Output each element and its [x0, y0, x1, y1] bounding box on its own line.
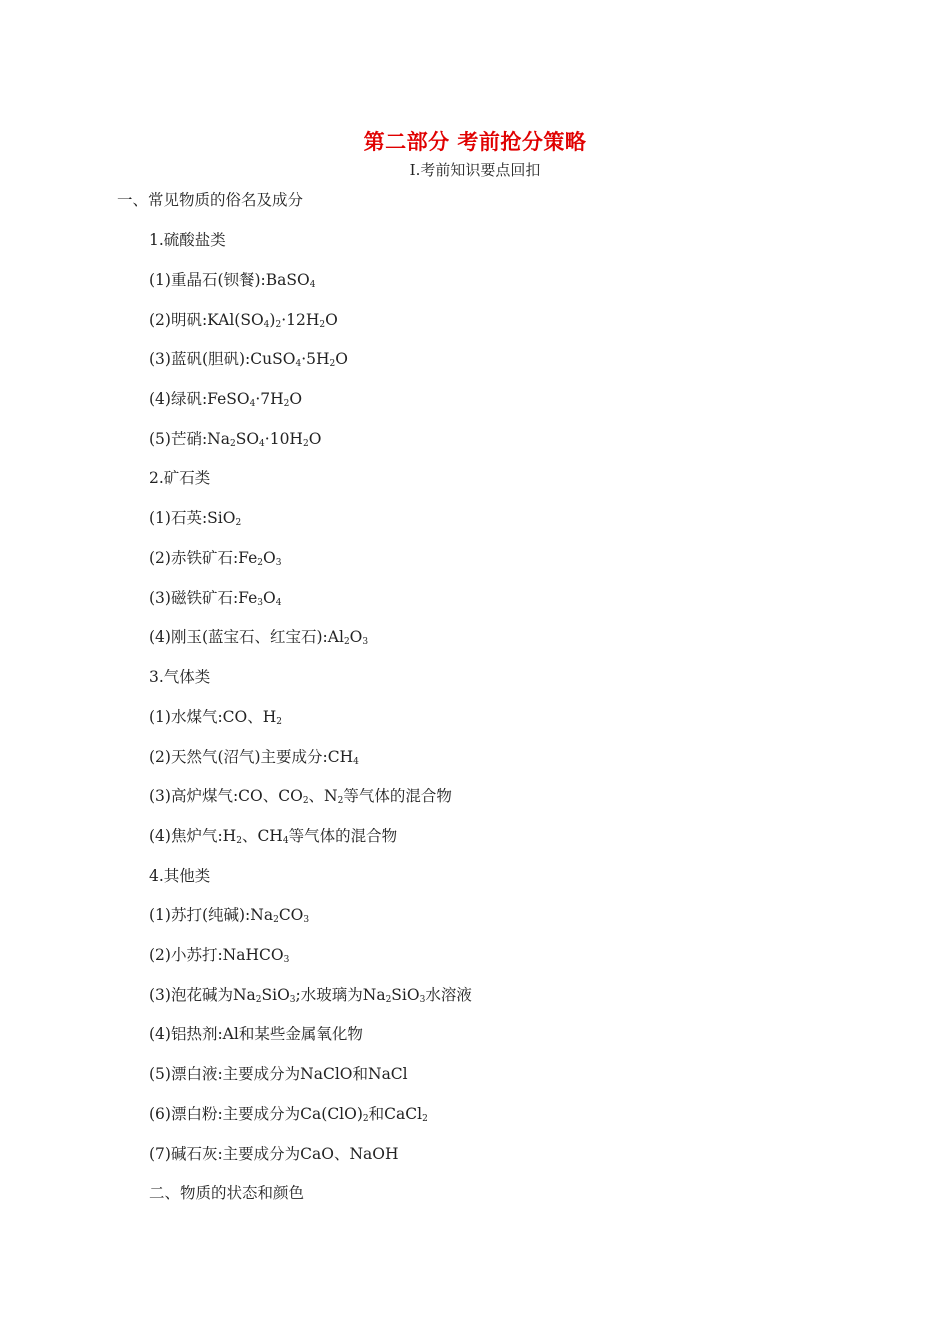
group-heading-ores: 2.矿石类: [149, 469, 211, 487]
list-item: (4)绿矾$:FeSO_4\cdot 7H_2O$: [149, 390, 303, 409]
list-item: (1)水煤气:CO、$H_2$: [149, 708, 282, 727]
list-item: (3)泡花碱为$Na_2SiO_3$;水玻璃为$Na_2SiO_3$水溶液: [149, 986, 472, 1005]
group-heading-sulfates: 1.硫酸盐类: [149, 231, 226, 249]
page-title: 第二部分 考前抢分策略: [363, 129, 587, 154]
list-item: (4)刚玉(蓝宝石、红宝石)$:Al_2O_3$: [149, 628, 369, 647]
list-item: (4)焦炉气$:H_2$、$CH_4$等气体的混合物: [149, 827, 398, 846]
list-item: (5)漂白液:主要成分为NaClO和NaCl: [149, 1065, 408, 1083]
section-heading-2: 二、物质的状态和颜色: [149, 1184, 305, 1202]
section-heading-1: 一、常见物质的俗名及成分: [117, 191, 304, 209]
list-item: (3)磁铁矿石$:Fe_3O_4$: [149, 589, 282, 608]
list-item: (2)天然气(沼气)主要成分$:CH_4$: [149, 748, 359, 767]
list-item: (1)石英:SiO$_2$: [149, 509, 242, 528]
list-item: (6)漂白粉:主要成分为$Ca(ClO)_2$和CaCl$_2$: [149, 1105, 428, 1124]
group-heading-others: 4.其他类: [149, 867, 211, 885]
list-item: (4)铝热剂:Al和某些金属氧化物: [149, 1025, 363, 1043]
list-item: (7)碱石灰:主要成分为CaO、NaOH: [149, 1145, 399, 1163]
list-item: (3)蓝矾(胆矾)$:CuSO_4\cdot 5H_2O$: [149, 350, 348, 369]
list-item: (3)高炉煤气:CO、$CO_2$、$N_2$等气体的混合物: [149, 787, 452, 806]
list-item: (2)小苏打:NaHCO$_3$: [149, 946, 290, 965]
list-item: (2)明矾$:KAl(SO_4)_2\cdot 12H_2O$: [149, 311, 338, 330]
page-subtitle: Ⅰ.考前知识要点回扣: [409, 161, 541, 179]
list-item: (1)重晶石(钡餐):BaSO$_4$: [149, 271, 316, 290]
list-item: (5)芒硝$:Na_2SO_4\cdot 10H_2O$: [149, 430, 322, 449]
group-heading-gases: 3.气体类: [149, 668, 211, 686]
list-item: (2)赤铁矿石$:Fe_2O_3$: [149, 549, 282, 568]
list-item: (1)苏打(纯碱)$:Na_2CO_3$: [149, 906, 310, 925]
